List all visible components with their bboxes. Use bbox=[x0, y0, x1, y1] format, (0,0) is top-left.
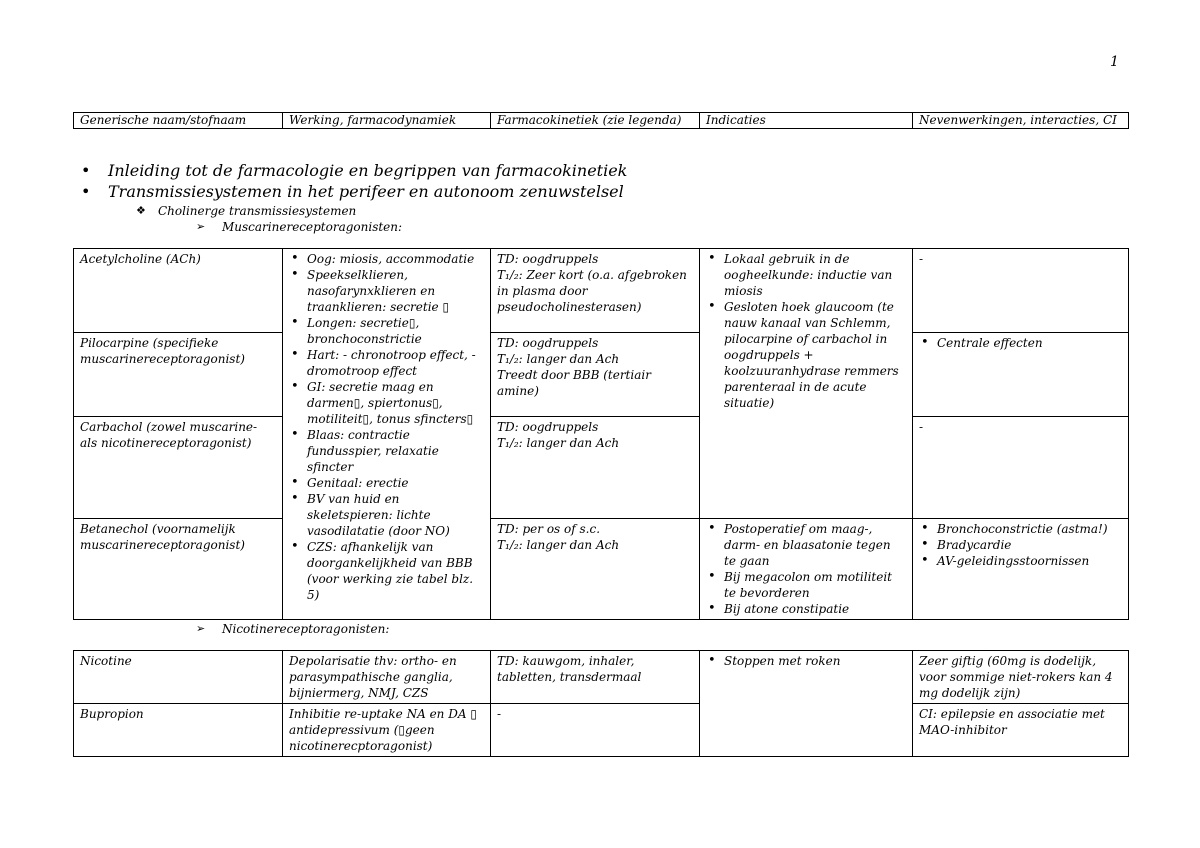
drug-name-betanechol: Betanechol (voornamelijk muscarinereceptoragonist) bbox=[74, 519, 283, 620]
indicatie-item: • Gesloten hoek glaucoom (te nauw kanaal van Schlemm, pilocarpine of carbachol in oogdruppels + koolzuuranhydrase remmers parenteraal in de acute situatie) bbox=[724, 299, 906, 411]
header-col-kinetiek: Farmacokinetiek (zie legenda) bbox=[491, 113, 700, 129]
kinetiek-acetylcholine: TD: oogdruppels T₁/₂: Zeer kort (o.a. afgebroken in plasma door pseudocholinesterasen) bbox=[491, 249, 700, 333]
kinetiek-nicotine: TD: kauwgom, inhaler, tabletten, transdermaal bbox=[491, 651, 700, 704]
indicatie-item: • Lokaal gebruik in de oogheelkunde: inductie van miosis bbox=[724, 251, 906, 299]
drug-name-pilocarpine: Pilocarpine (specifieke muscarinereceptoragonist) bbox=[74, 333, 283, 417]
arrow-bullet-icon: ➢ bbox=[196, 622, 206, 635]
nev-carbachol: - bbox=[913, 417, 1129, 519]
werking-item: • Blaas: contractie fundusspier, relaxatie sfincter bbox=[307, 427, 484, 475]
drug-name-bupropion: Bupropion bbox=[74, 704, 283, 757]
werking-item: • Hart: - chronotroop effect, - dromotroop effect bbox=[307, 347, 484, 379]
bullet-icon: • bbox=[81, 161, 91, 180]
indicaties-glaucoom bbox=[700, 249, 913, 519]
indicatie-item: • Stoppen met roken bbox=[724, 653, 906, 669]
nev-item: • AV-geleidingsstoornissen bbox=[937, 553, 1122, 569]
subsection-nicotine: Nicotinereceptoragonisten: bbox=[222, 622, 390, 636]
nev-item: • Centrale effecten bbox=[937, 335, 1122, 351]
arrow-bullet-icon: ➢ bbox=[196, 220, 206, 233]
werking-item: • Genitaal: erectie bbox=[307, 475, 484, 491]
werking-item: • Longen: secretie▯, bronchoconstrictie bbox=[307, 315, 484, 347]
werking-nicotine: Depolarisatie thv: ortho- en parasympathische ganglia, bijniermerg, NMJ, CZS bbox=[283, 651, 491, 704]
header-col-name: Generische naam/stofnaam bbox=[74, 113, 283, 129]
nev-acetylcholine: - bbox=[913, 249, 1129, 333]
header-table bbox=[73, 112, 1129, 129]
subsection-muscarine: Muscarinereceptoragonisten: bbox=[222, 220, 403, 234]
diamond-bullet-icon: ❖ bbox=[136, 204, 146, 217]
kinetiek-betanechol: TD: per os of s.c. T₁/₂: langer dan Ach bbox=[491, 519, 700, 620]
nev-item: • Bradycardie bbox=[937, 537, 1122, 553]
nev-bupropion: CI: epilepsie en associatie met MAO-inhibitor bbox=[913, 704, 1129, 757]
page-number: 1 bbox=[1110, 54, 1119, 70]
nev-nicotine: Zeer giftig (60mg is dodelijk, voor sommige niet-rokers kan 4 mg dodelijk zijn) bbox=[913, 651, 1129, 704]
werking-item: • Speekselklieren, nasofarynxklieren en traanklieren: secretie ▯ bbox=[307, 267, 484, 315]
indicaties-nicotine bbox=[700, 651, 913, 757]
nev-pilocarpine bbox=[913, 333, 1129, 417]
kinetiek-bupropion: - bbox=[491, 704, 700, 757]
bullet-icon: • bbox=[81, 182, 91, 201]
drug-name-acetylcholine: Acetylcholine (ACh) bbox=[74, 249, 283, 333]
indicaties-betanechol bbox=[700, 519, 913, 620]
muscarine-table bbox=[73, 248, 1129, 620]
nev-betanechol bbox=[913, 519, 1129, 620]
kinetiek-pilocarpine: TD: oogdruppels T₁/₂: langer dan Ach Treedt door BBB (tertiair amine) bbox=[491, 333, 700, 417]
indicatie-item: • Postoperatief om maag-, darm- en blaasatonie tegen te gaan bbox=[724, 521, 906, 569]
subsection-cholinerg: Cholinerge transmissiesystemen bbox=[158, 204, 357, 218]
drug-name-carbachol: Carbachol (zowel muscarine- als nicotinereceptoragonist) bbox=[74, 417, 283, 519]
nev-item: • Bronchoconstrictie (astma!) bbox=[937, 521, 1122, 537]
kinetiek-carbachol: TD: oogdruppels T₁/₂: langer dan Ach bbox=[491, 417, 700, 519]
header-col-werking: Werking, farmacodynamiek bbox=[283, 113, 491, 129]
topic-item: • Inleiding tot de farmacologie en begrippen van farmacokinetiek bbox=[81, 161, 628, 180]
nicotine-table bbox=[73, 650, 1129, 757]
werking-item: • Oog: miosis, accommodatie bbox=[307, 251, 484, 267]
werking-item: • BV van huid en skeletspieren: lichte vasodilatatie (door NO) bbox=[307, 491, 484, 539]
werking-item: • GI: secretie maag en darmen▯, spiertonus▯, motiliteit▯, tonus sfincters▯ bbox=[307, 379, 484, 427]
werking-bupropion: Inhibitie re-uptake NA en DA ▯ antidepressivum (▯geen nicotinerecptoragonist) bbox=[283, 704, 491, 757]
header-col-indicaties: Indicaties bbox=[700, 113, 913, 129]
topic-item: • Transmissiesystemen in het perifeer en autonoom zenuwstelsel bbox=[81, 182, 624, 201]
drug-name-nicotine: Nicotine bbox=[74, 651, 283, 704]
indicatie-item: • Bij megacolon om motiliteit te bevorderen bbox=[724, 569, 906, 601]
header-col-nevenwerkingen: Nevenwerkingen, interacties, CI bbox=[913, 113, 1129, 129]
werking-item: • CZS: afhankelijk van doorgankelijkheid van BBB (voor werking zie tabel blz. 5) bbox=[307, 539, 484, 603]
indicatie-item: • Bij atone constipatie bbox=[724, 601, 906, 617]
werking-cell bbox=[283, 249, 491, 620]
